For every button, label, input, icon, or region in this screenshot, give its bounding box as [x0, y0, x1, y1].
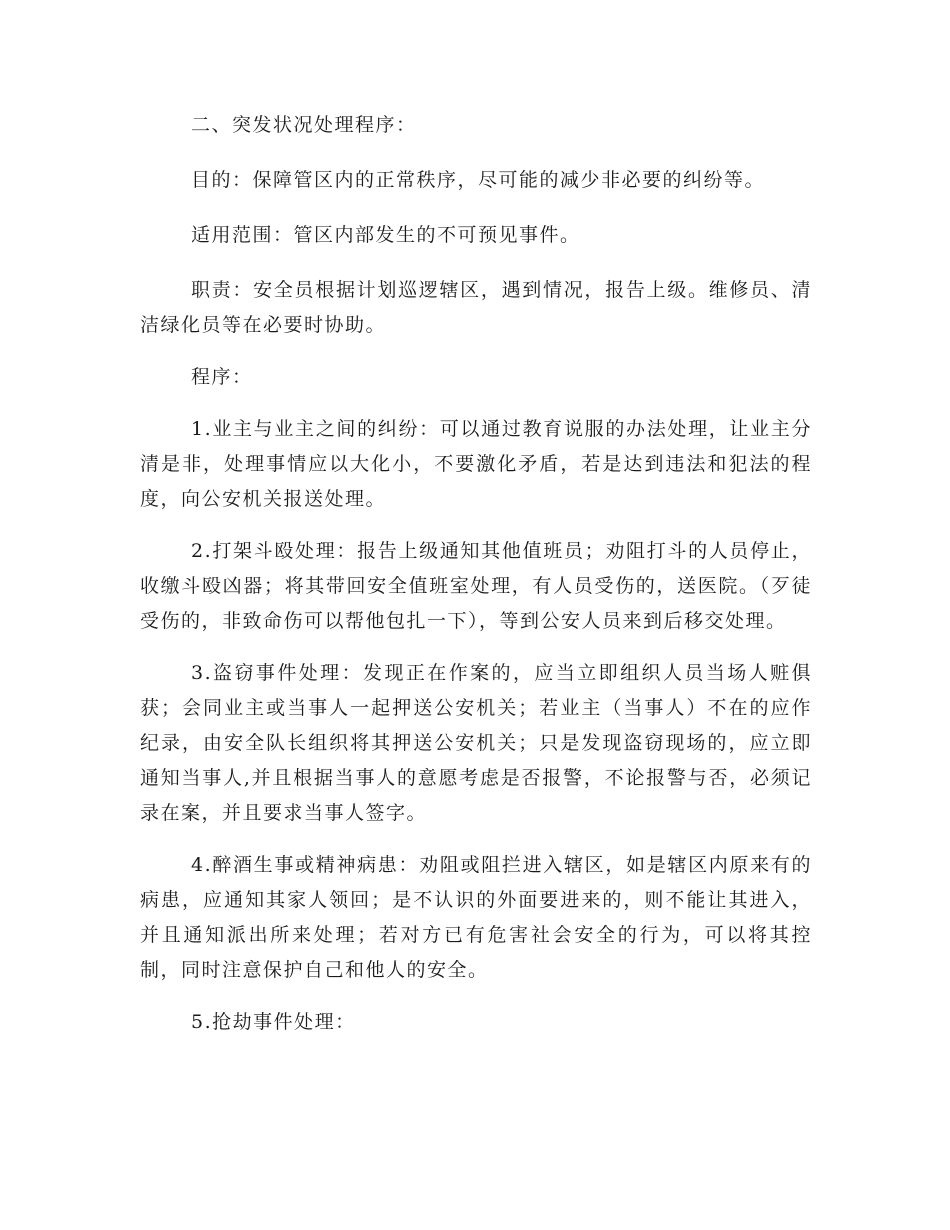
scope-paragraph: 适用范围：管区内部发生的不可预见事件。: [191, 224, 581, 246]
document-body: [140, 108, 812, 1040]
duties-paragraph: 职责：安全员根据计划巡逻辖区，遇到情况，报告上级。维修员、清洁绿化员等在必要时协助。: [140, 279, 812, 336]
procedure-item-5: 5.抢劫事件处理：: [191, 1011, 356, 1033]
section-heading: 二、突发状况处理程序：: [191, 114, 417, 136]
procedure-item-4: 4.醉酒生事或精神病患：劝阻或阻拦进入辖区，如是辖区内原来有的病患，应通知其家人领回；是不认识的外面要进来的，则不能让其进入，并且通知派出所来处理；若对方已有危害社会安全的行为，可以将其控制，同时注意保护自己和他人的安全。: [140, 854, 812, 981]
procedure-item-2: 2.打架斗殴处理：报告上级通知其他值班员；劝阻打斗的人员停止，收缴斗殴凶器；将其带回安全值班室处理，有人员受伤的，送医院。（歹徒受伤的，非致命伤可以帮他包扎一下），等到公安人员来到后移交处理。: [140, 540, 812, 632]
purpose-paragraph: 目的：保障管区内的正常秩序，尽可能的减少非必要的纠纷等。: [191, 169, 766, 191]
procedure-label: 程序：: [191, 366, 253, 388]
procedure-item-1: 1.业主与业主之间的纠纷：可以通过教育说服的办法处理，让业主分清是非，处理事情应以大化小，不要激化矛盾，若是达到违法和犯法的程度，向公安机关报送处理。: [140, 418, 812, 510]
procedure-item-3: 3.盗窃事件处理：发现正在作案的，应当立即组织人员当场人赃俱获；会同业主或当事人一起押送公安机关；若业主（当事人）不在的应作纪录，由安全队长组织将其押送公安机关；只是发现盗窃现场的，应立即通知当事人,并且根据当事人的意愿考虑是否报警，不论报警与否，必须记录在案，并且要求当事人签字。: [140, 662, 812, 824]
